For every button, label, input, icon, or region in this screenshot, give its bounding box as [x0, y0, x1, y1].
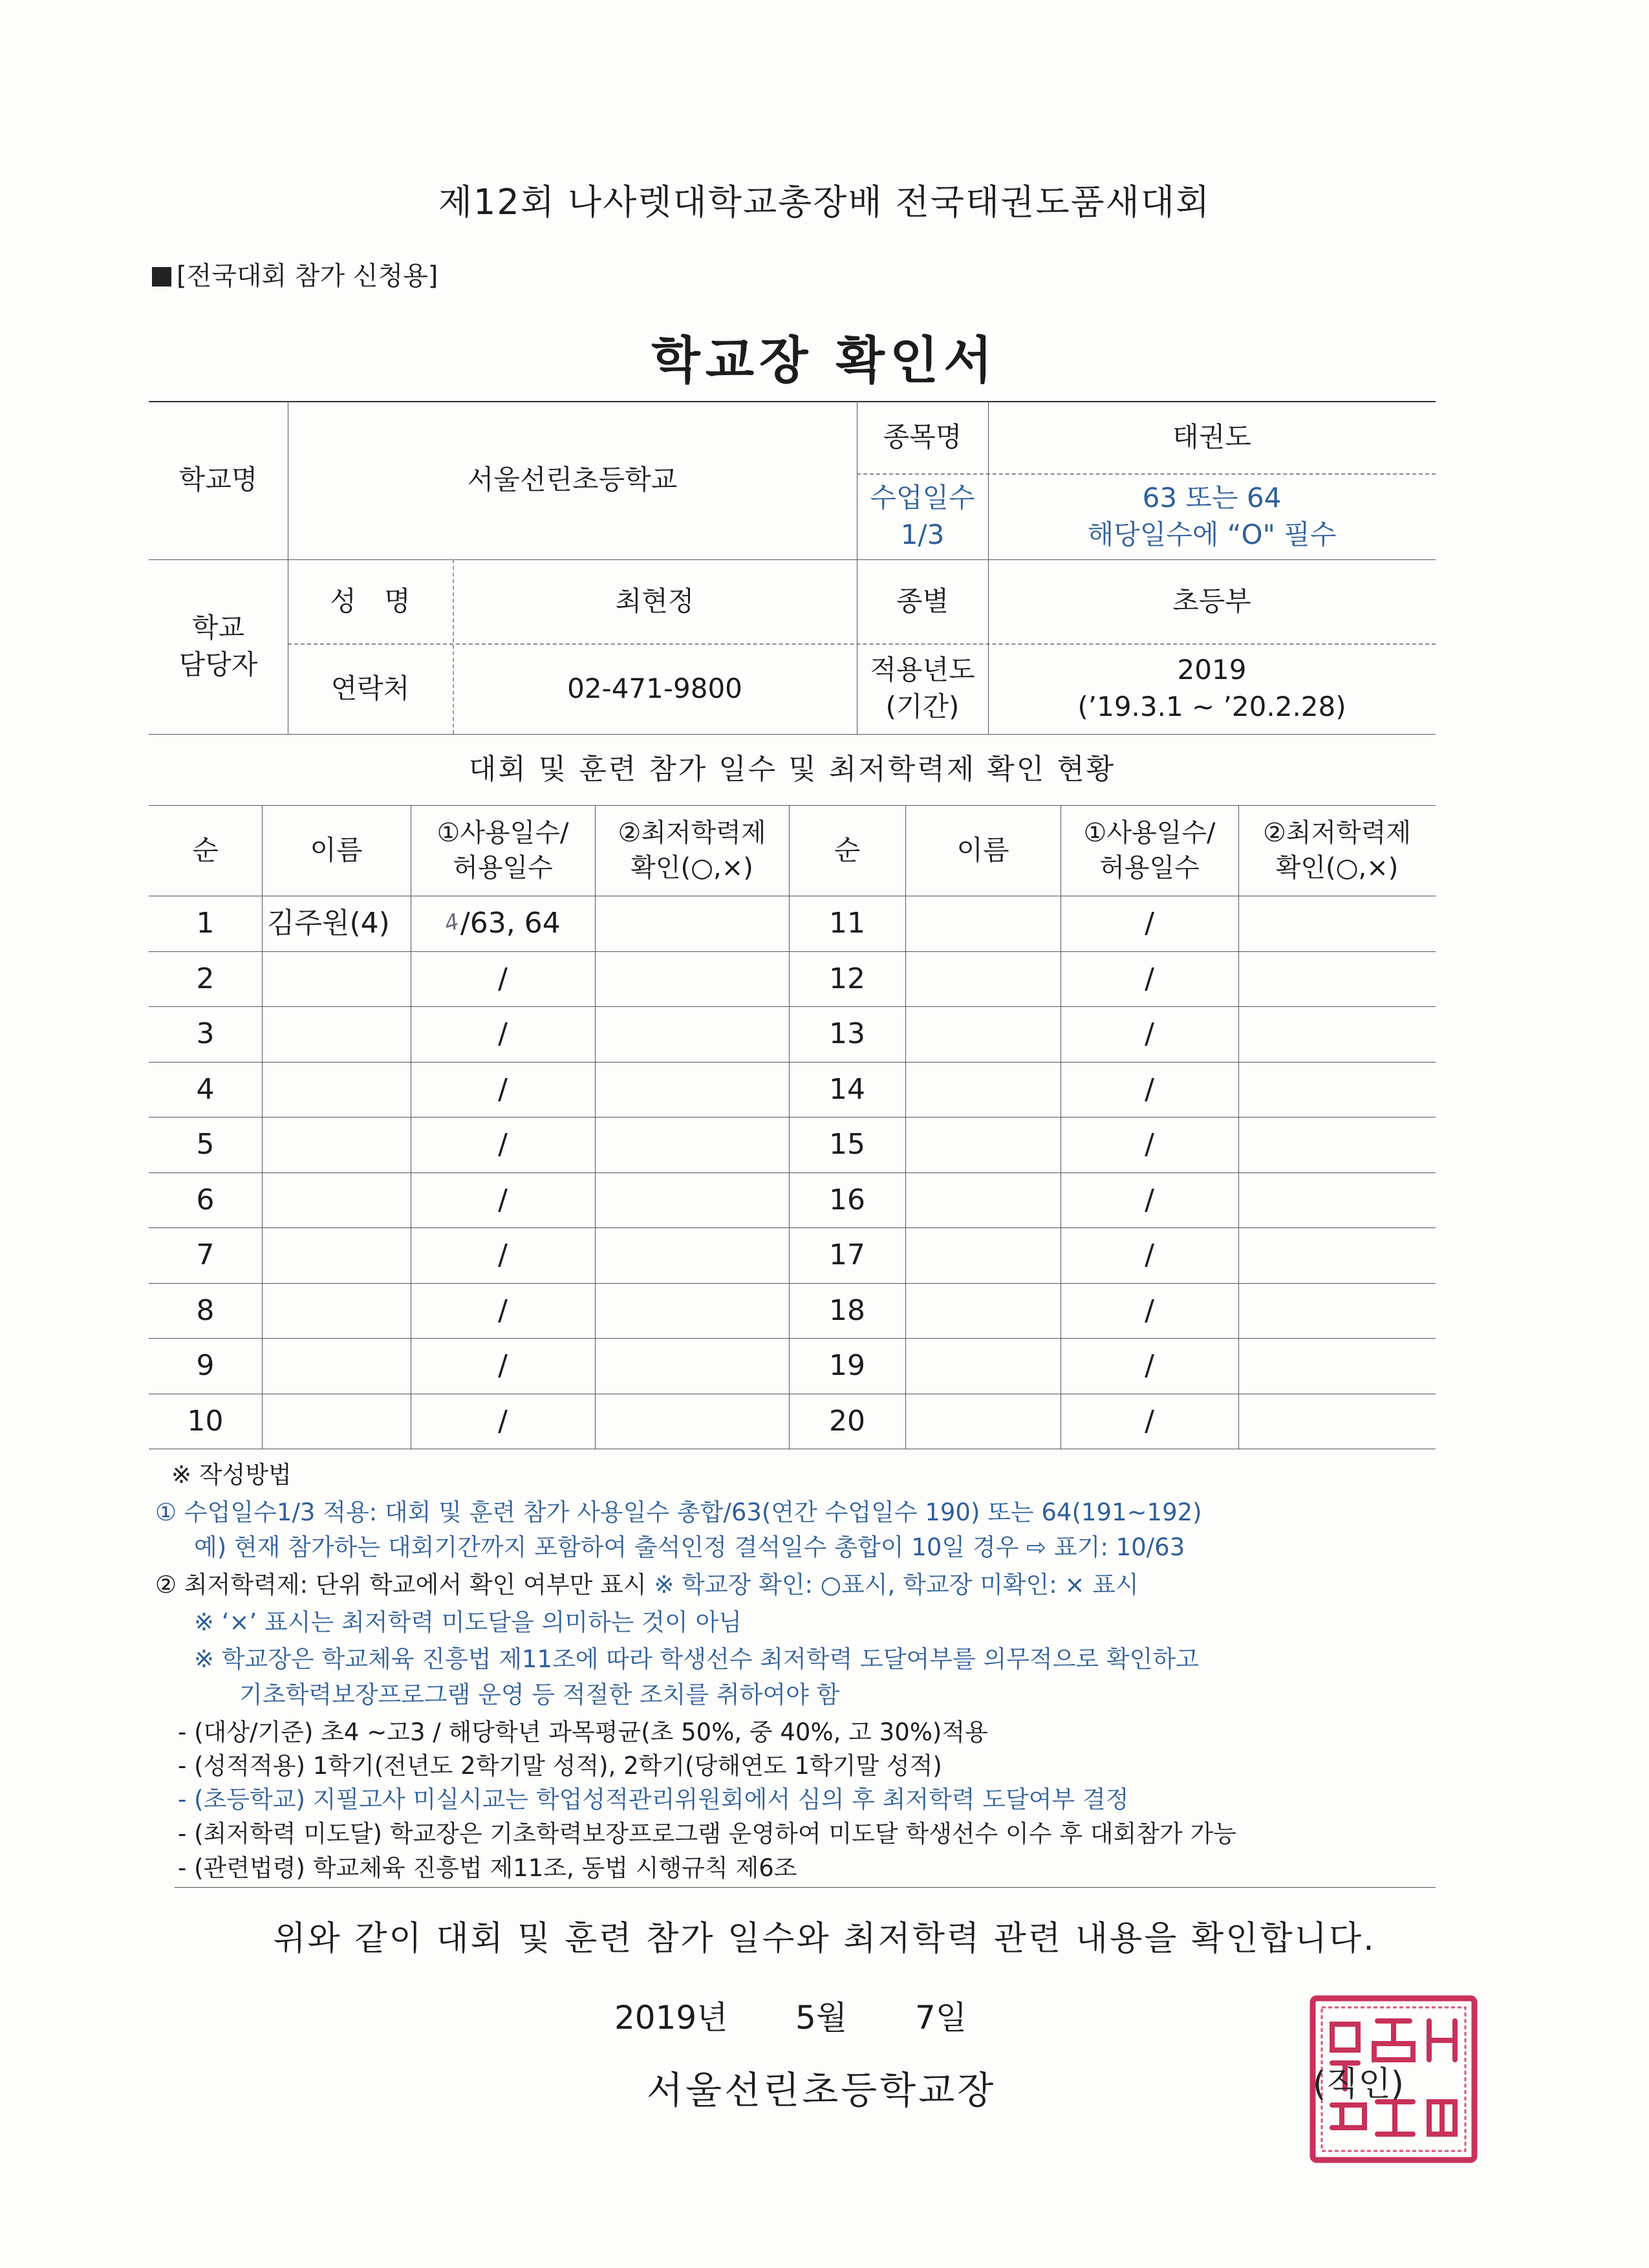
row-used-days: /: [498, 1238, 508, 1272]
row-name: [905, 1283, 1061, 1339]
document-type-label: [전국대회 참가 신청용]: [177, 261, 438, 291]
row-name: [262, 1006, 411, 1062]
row-used-days: /: [1145, 1183, 1154, 1216]
header-used-line2: 허용일수: [1099, 853, 1200, 883]
allowed-days: /63, 64: [460, 907, 561, 940]
division-label: 종별: [896, 585, 949, 617]
row-check: [1238, 1227, 1436, 1283]
row-number: 2: [196, 962, 215, 995]
header-used-line1: ①사용일수/: [1083, 818, 1216, 848]
row-number: 19: [829, 1349, 865, 1383]
document-title: 학교장 확인서: [651, 332, 998, 390]
division-value: 초등부: [1172, 585, 1251, 617]
row-check: [595, 1006, 789, 1062]
row-name: [905, 1227, 1061, 1283]
row-number: 12: [829, 962, 865, 995]
row-number: 10: [187, 1404, 224, 1438]
row-number: 6: [196, 1183, 215, 1216]
row-number: 15: [829, 1128, 865, 1161]
detail-4: - (최저학력 미도달) 학교장은 기초학력보장프로그램 운영하여 미도달 학생선수 이수 후 대회참가 가능: [178, 1820, 1237, 1848]
row-used-days: /: [498, 1017, 508, 1051]
school-manager-label-line2: 담당자: [178, 649, 258, 680]
row-used-days: /: [498, 1128, 508, 1161]
row-name: 김주원(4): [267, 907, 390, 940]
status-title: 대회 및 훈련 참가 일수 및 최저학력제 확인 현황: [468, 753, 1116, 786]
row-name: [905, 896, 1061, 951]
header-check-right: [1238, 805, 1436, 896]
header-check-line1: ②최저학력제: [1262, 818, 1412, 848]
row-check: [595, 1227, 789, 1283]
row-used-days: /: [1145, 1072, 1154, 1106]
school-name-value: 서울선린초등학교: [467, 464, 678, 496]
class-days-value-line1: 63 또는 64: [1142, 481, 1282, 513]
row-used-days: /: [498, 1404, 508, 1438]
class-days-label: [857, 473, 988, 559]
square-bullet-icon: [152, 267, 171, 286]
row-name: [262, 1227, 411, 1283]
row-number: 16: [829, 1183, 865, 1216]
row-check: [1238, 1394, 1436, 1449]
detail-2: - (성적적용) 1학기(전년도 2학기말 성적), 2학기(당해연도 1학기말 성적): [178, 1752, 942, 1780]
row-number: 3: [196, 1017, 215, 1051]
event-title: 제12회 나사렛대학교총장배 전국태권도품새대회: [438, 182, 1211, 222]
row-name: [262, 1062, 411, 1118]
header-check-line2: 확인(○,×): [630, 853, 753, 883]
apply-year-label-line2: (기간): [885, 691, 960, 722]
class-days-value-line2: 해당일수에 “O" 필수: [1087, 518, 1337, 550]
row-check: [1238, 1062, 1436, 1118]
school-manager-label-line1: 학교: [191, 612, 245, 644]
note-2: [155, 1565, 1139, 1600]
row-used-days: /: [1145, 1128, 1154, 1161]
principal-name: 서울선린초등학교장: [647, 2068, 997, 2112]
apply-year-value-line2: (’19.3.1 ~ ’20.2.28): [1077, 691, 1346, 722]
document-type: [152, 255, 438, 292]
row-used-days: /: [498, 962, 508, 995]
row-number: 13: [829, 1017, 865, 1051]
row-check: [1238, 1006, 1436, 1062]
row-name: [905, 1006, 1061, 1062]
event-name-value: 태권도: [1172, 420, 1251, 453]
row-number: 7: [196, 1238, 215, 1272]
row-used-days: /: [1145, 1349, 1154, 1383]
header-used-days-right: [1061, 805, 1238, 896]
row-used-days: /: [498, 1349, 508, 1383]
notes-heading: ※ 작성방법: [171, 1461, 292, 1489]
row-used-days: /: [1145, 962, 1154, 995]
row-name: [262, 1172, 411, 1228]
row-used-days: /: [498, 1293, 508, 1327]
note-4a: ※ 학교장은 학교체육 진흥법 제11조에 따라 학생선수 최저학력 도달여부를 의무적으로 확인하고: [194, 1645, 1199, 1673]
row-used-days: /: [498, 1183, 508, 1216]
seal-label: (직인): [1313, 2065, 1405, 2104]
detail-5: - (관련법령) 학교체육 진흥법 제11조, 동법 시행규칙 제6조: [178, 1854, 797, 1882]
row-number: 17: [829, 1238, 865, 1272]
contact-label: 연락처: [330, 672, 410, 704]
row-name: [262, 1117, 411, 1172]
note-1a: ① 수업일수1/3 적용: 대회 및 훈련 참가 사용일수 총합/63(연간 수업일수 190) 또는 64(191~192): [155, 1498, 1202, 1526]
note-2-highlight: ※ 학교장 확인: ○표시, 학교장 미확인: × 표시: [654, 1571, 1139, 1599]
row-check: [1238, 1117, 1436, 1172]
handwritten-days: 4: [442, 908, 462, 937]
header-no-right: 순: [834, 834, 861, 866]
detail-1: - (대상/기준) 초4 ~고3 / 해당학년 과목평균(초 50%, 중 40%, 고 30%)적용: [178, 1718, 988, 1746]
row-check: [595, 896, 789, 951]
row-check: [595, 951, 789, 1007]
issue-day: 7일: [915, 1999, 967, 2036]
school-manager-label: [149, 559, 288, 734]
class-days-label-line1: 수업일수: [870, 481, 975, 513]
event-name-label: 종목명: [883, 420, 962, 453]
apply-year-label-line1: 적용년도: [870, 654, 975, 686]
issue-month: 5월: [795, 1999, 848, 2036]
class-days-value: [988, 473, 1436, 559]
row-check: [595, 1117, 789, 1172]
row-name: [262, 1338, 411, 1394]
header-used-days-left: [411, 805, 595, 896]
row-check: [1238, 1338, 1436, 1394]
detail-3: - (초등학교) 지필고사 미실시교는 학업성적관리위원회에서 심의 후 최저학력 도달여부 결정: [178, 1786, 1129, 1813]
row-number: 9: [196, 1349, 215, 1383]
row-name: [905, 1394, 1061, 1449]
header-name-right: 이름: [956, 834, 1009, 866]
row-check: [1238, 1172, 1436, 1228]
manager-name-label: 성 명: [330, 585, 411, 617]
header-check-left: [595, 805, 789, 896]
row-name: [905, 1172, 1061, 1228]
row-number: 4: [196, 1072, 215, 1106]
school-name-label: 학교명: [178, 464, 258, 496]
row-check: [1238, 1283, 1436, 1339]
note-1b: 예) 현재 참가하는 대회기간까지 포함하여 출석인정 결석일수 총합이 10일 경우 ⇨ 표기: 10/63: [194, 1533, 1185, 1561]
row-used-days: /: [1145, 1017, 1154, 1051]
note-2-text: ② 최저학력제: 단위 학교에서 확인 여부만 표시: [155, 1571, 654, 1599]
row-check: [595, 1338, 789, 1394]
row-check: [1238, 951, 1436, 1007]
note-3: ※ ‘×’ 표시는 최저학력 미도달을 의미하는 것이 아님: [194, 1608, 742, 1636]
row-number: 11: [829, 907, 865, 940]
apply-year-label: [857, 643, 988, 734]
row-number: 18: [829, 1293, 865, 1327]
header-name-left: 이름: [310, 834, 363, 866]
row-number: 5: [196, 1128, 215, 1161]
row-name: [905, 951, 1061, 1007]
row-number: 8: [196, 1293, 215, 1327]
confirmation-sentence: 위와 같이 대회 및 훈련 참가 일수와 최저학력 관련 내용을 확인합니다.: [273, 1919, 1376, 1958]
row-name: [905, 1338, 1061, 1394]
row-name: [262, 1283, 411, 1339]
row-name: [905, 1117, 1061, 1172]
class-days-label-line2: 1/3: [900, 518, 945, 550]
note-4b: 기초학력보장프로그램 운영 등 적절한 조치를 취하여야 함: [239, 1681, 840, 1709]
header-check-line1: ②최저학력제: [618, 818, 766, 848]
row-name: [262, 1394, 411, 1449]
row-used-days: /: [1145, 1238, 1154, 1272]
row-used-days: /: [1145, 1293, 1154, 1327]
header-check-line2: 확인(○,×): [1275, 853, 1399, 883]
row-check: [595, 1062, 789, 1118]
row-used-days: /: [498, 1072, 508, 1106]
header-no-left: 순: [192, 834, 219, 866]
row-name: [262, 951, 411, 1007]
row-check: [595, 1172, 789, 1228]
contact-value: 02-471-9800: [567, 672, 742, 704]
row-used-days: /: [1145, 907, 1154, 940]
row-check: [595, 1394, 789, 1449]
notes-rule: [175, 1887, 1436, 1888]
row-number: 20: [829, 1404, 865, 1438]
row-number: 1: [196, 907, 215, 940]
row-name: [905, 1062, 1061, 1118]
apply-year-value: [988, 643, 1436, 734]
row-check: [595, 1283, 789, 1339]
apply-year-value-line1: 2019: [1177, 654, 1247, 686]
row-used-days: [411, 896, 595, 951]
row-number: 14: [829, 1072, 865, 1106]
header-used-line1: ①사용일수/: [436, 818, 569, 848]
row-check: [1238, 896, 1436, 951]
row-used-days: /: [1145, 1404, 1154, 1438]
manager-name-value: 최현정: [615, 585, 695, 617]
issue-year: 2019년: [614, 1999, 728, 2036]
header-used-line2: 허용일수: [453, 853, 553, 883]
